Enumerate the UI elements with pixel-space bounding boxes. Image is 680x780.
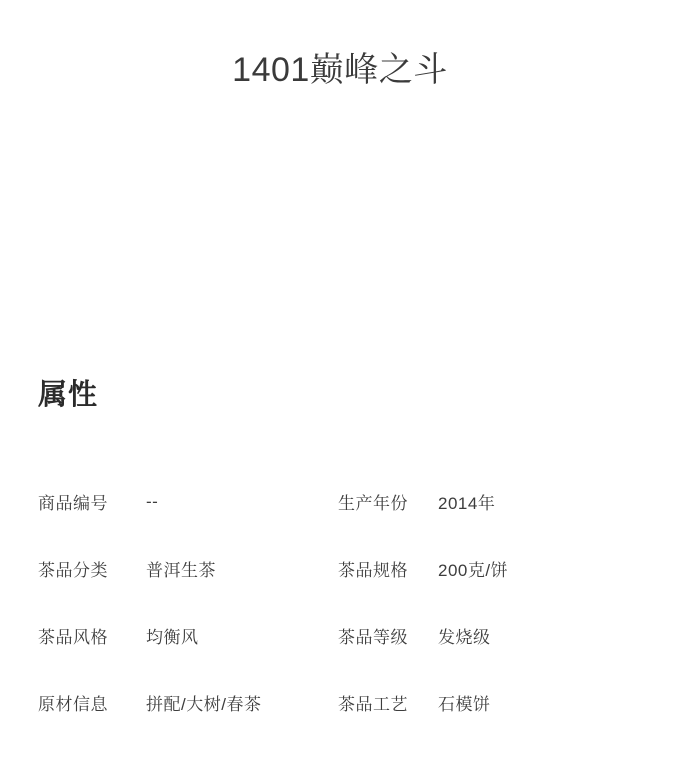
attributes-section-heading: 属性 — [38, 379, 99, 411]
table-row — [38, 535, 638, 602]
attribute-value: 拼配/大树/春茶 — [146, 695, 262, 714]
table-row — [38, 468, 638, 535]
attribute-label: 茶品规格 — [338, 561, 408, 580]
attribute-label: 商品编号 — [38, 494, 108, 513]
attribute-label: 原材信息 — [38, 695, 108, 714]
attributes-table — [38, 468, 638, 736]
attribute-value: 均衡风 — [146, 628, 199, 647]
attribute-value: 普洱生茶 — [146, 561, 216, 580]
attribute-value: -- — [146, 491, 159, 511]
attribute-label: 生产年份 — [338, 494, 408, 513]
table-row — [38, 669, 638, 736]
attribute-value: 石模饼 — [438, 695, 491, 714]
attribute-value: 发烧级 — [438, 628, 491, 647]
table-row — [38, 602, 638, 669]
attribute-label: 茶品风格 — [38, 628, 108, 647]
attribute-label: 茶品分类 — [38, 561, 108, 580]
attribute-value: 200克/饼 — [438, 561, 509, 580]
attribute-value: 2014年 — [438, 494, 496, 513]
page-title: 1401巅峰之斗 — [232, 51, 448, 89]
attribute-label: 茶品等级 — [338, 628, 408, 647]
attribute-label: 茶品工艺 — [338, 695, 408, 714]
